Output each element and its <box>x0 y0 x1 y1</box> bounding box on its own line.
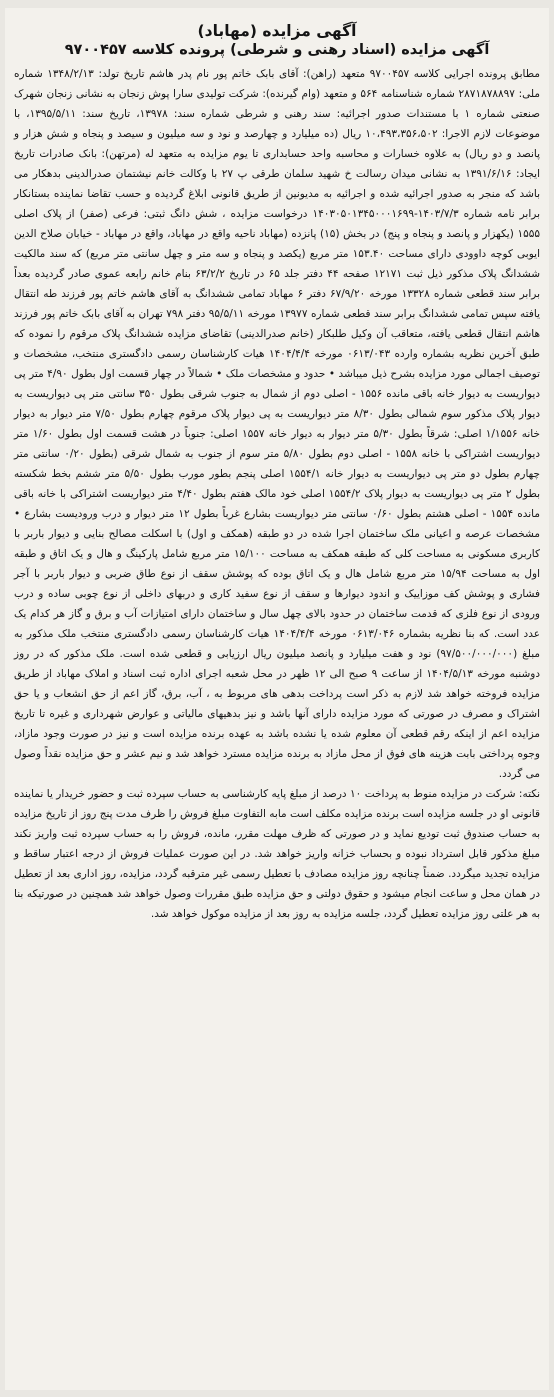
auction-notice-body: مطابق پرونده اجرایی کلاسه ۹۷۰۰۴۵۷ متعهد (راهن): آقای بابک خاتم پور نام پدر هاشم تاریخ تولد: ۱۳۴۸/۲/۱۳ شماره ملی: ۲۸۷۱۸۷۸۸۹۷ شماره شناسنامه ۵۶۴ و متعهد (وام گیرنده): شرکت تولیدی سارا پوش زنجان به نشانی زنجان شهرک صنعتی شماره ۱ با مستندات صدور اجرائیه: سند رهنی و شرطی شماره سند: ۱۳۹۷۸، تاریخ سند: ۱۳۹۵/۵/۱۱، با موضوعات لازم الاجرا: ۱۰،۴۹۳،۳۵۶،۵۰۲ ریال (ده میلیارد و چهارصد و نود و سه میلیون و سیصد و پنجاه و شش هزار و پانصد و دو ریال) به علاوه خسارات و محاسبه واحد حسابداری تا یوم مزایده به متعهد له (مرتهن): بانک صادرات تاریخ ایجاد: ۱۳۹۱/۶/۱۶ به نشانی میدان رسالت خ شهید سلمان طرقی پ ۲۷ با وکالت خانم نیشتمان صدرالدینی بدهکار می باشد که منجر به صدور اجرائیه شده و اجرائیه به مدیونین از طریق قانونی ابلاغ گردیده و حسب تقاضا نماینده بستانکار برابر نامه شماره ۱۴۰۳/۷/۳-۱۴۰۳۰۵۰۱۳۴۵۰۰۰۱۶۹۹ درخواست مزایده ، شش دانگ ثبتی: فرعی (صفر) از پلاک اصلی ۱۵۵۵ (یکهزار و پانصد و پنجاه و پنج) در بخش (۱۵) پانزده (مهاباد ناحیه واقع در مهاباد، واقع در مهاباد - خیابان صلاح الدین ایوبی کوچه داوودی دارای مساحت ۱۵۳.۴۰ متر مربع (یکصد و پنجاه و سه متر و چهل سانتی متر مربع) که سند مالکیت ششدانگ پلاک مذکور ذیل ثبت ۱۲۱۷۱ صفحه ۴۴ دفتر جلد ۶۵ در تاریخ ۶۳/۲/۲ بنام خانم رابعه عموی صادر گردیده بعداً برابر سند قطعی شماره ۱۳۳۲۸ مورخه ۶۷/۹/۲۰ دفتر ۶ مهاباد تمامی ششدانگ به آقای هاشم خاتم پور فرزند طه انتقال یافته سپس تمامی ششدانگ برابر سند قطعی شماره ۱۳۹۷۷ مورخه ۹۵/۵/۱۱ دفتر ۷۹۸ تهران به آقای بابک خاتم پور فرزند هاشم انتقال قطعی یافته، متعاقب آن وکیل طلبکار (خانم صدرالدینی) تقاضای مزایده ششدانگ پلاک مرقوم را نموده که طبق آخرین نظریه بشماره وارده ۰۶۱۳/۰۴۳ مورخه ۱۴۰۴/۴/۴ هیات کارشناسان رسمی دادگستری منتخب، مشخصات و توصیف اجمالی مورد مزایده بشرح ذیل میباشد • حدود و مشخصات ملک • شمالاً در چهار قسمت اول بطول ۴/۹۰ متر پی دیواریست به دیوار خانه باقی مانده ۱۵۵۶ - اصلی دوم از شمال به جنوب شرقی بطول ۳۵۰ سانتی متر پی دیواریست به دیوار پلاک مذکور سوم شمالی بطول ۸/۳۰ متر دیواریست به پی دیوار پلاک مرقوم چهارم بطول ۷/۵۰ متر دیوار به دیوار خانه ۱/۱۵۵۶ اصلی: شرقاً بطول ۵/۳۰ متر دیوار به دیوار خانه ۱۵۵۷ اصلی: جنوباً در هشت قسمت اول بطول ۱/۶۰ متر دیواریست اشتراکی با خانه ۱۵۵۸ - اصلی دوم بطول ۵/۸۰ متر سوم از جنوب به شمال شرقی (بطول ۰/۲۰ سانتی متر چهارم بطول دو متر پی دیواریست به دیوار خانه ۱۵۵۴/۱ اصلی پنجم بطور مورب بطول ۵/۵۰ متر ششم بخط شکسته بطول ۲ متر پی دیواریست به دیوار پلاک ۱۵۵۴/۲ اصلی خود مالک هفتم بطول ۴/۴۰ متر دیواریست اشتراکی با خانه باقی مانده ۱۵۵۴ - اصلی هشتم بطول ۰/۶۰ سانتی متر دیواریست بشارع غرباً بطول ۱۲ متر دیوار و درب ورودیست بشارع • مشخصات عرصه و اعیانی ملک ساختمان اجرا شده در دو طبقه (همکف و اول) با اسکلت مصالح بنایی و دیوار باربر با کاربری مسکونی به مساحت کلی که طبقه همکف به مساحت ۱۵/۱۰۰ متر مربع شامل پارکینگ و هال و یک اتاق و طبقه اول به مساحت ۱۵/۹۴ متر مربع شامل هال و یک اتاق بوده که پوشش سقف از نوع طاق ضربی و دیوار باربر با آجر فشاری و پوشش کف موزاییک و اندود دیوارها و سقف از نوع سفید کاری و دربهای داخلی از نوع چوبی ساده و درب ورودی از نوع فلزی که قدمت ساختمان در حدود بالای چهل سال و ساختمان دارای امتیازات آب و برق و گاز هر کدام یک عدد است. که بنا نظریه بشماره ۰۶۱۳/۰۴۶ مورخه ۱۴۰۴/۴/۴ هیات کارشناسان رسمی دادگستری منتخب ملک مذکور به مبلغ (۹۷/۵۰۰/۰۰۰/۰۰۰) نود و هفت میلیارد و پانصد میلیون ریال ارزیابی و قطعی شده است. ملک مذکور که در روز دوشنبه مورخه ۱۴۰۴/۵/۱۳ از ساعت ۹ صبح الی ۱۲ ظهر در محل شعبه اجرای اداره ثبت اسناد و املاک مهاباد از طریق مزایده فروخته خواهد شد لازم به ذکر است پرداخت بدهی های مربوط به ، آب، برق، گاز اعم از حق انشعاب و یا حق اشتراک و مصرف در صورتی که مورد مزایده دارای آنها باشد و نیز بدهیهای مالیاتی و عوارض شهرداری و غیره تا تاریخ مزایده اعم از اینکه رقم قطعی آن معلوم شده یا نشده باشد به عهده برنده مزایده است و نیز در صورت وجود مازاد، وجوه پرداختی بابت هزینه های فوق از محل مازاد به برنده مزایده مسترد خواهد شد و نیم عشر و حق مزایده نقداً وصول می گردد. <box>14 67 541 780</box>
auction-notice-note: نکته: شرکت در مزایده منوط به پرداخت ۱۰ درصد از مبلغ پایه کارشناسی به حساب سپرده ثبت و حضور خریدار یا نماینده قانونی او در جلسه مزایده است برنده مزایده مکلف است مابه التفاوت مبلغ فروش را ظرف مدت پنج روز از تاریخ مزایده به حساب صندوق ثبت تودیع نماید و در صورتی که ظرف مهلت مقرر، مانده، فروش را به حساب سپرده ثبت واریز نکند مبلغ مذکور قابل استرداد نبوده و بحساب خزانه واریز خواهد شد. در این صورت عملیات فروش از درجه اعتبار ساقط و مزایده تجدید میگردد. ضمناً چنانچه روز مزایده مصادف با تعطیل رسمی غیر مترقبه گردد، مزایده، روز اداری بعد از تعطیل در همان محل و ساعت انجام میشود و حقوق دولتی و حق مزایده طبق مقررات وصول خواهد شد همچنین در صورتیکه بنا به هر علتی روز مزایده تعطیل گردد، جلسه مزایده به روز بعد از مزایده موکول خواهد شد. <box>14 787 540 920</box>
newspaper-clipping <box>5 8 549 1390</box>
page-title: آگهی مزایده (مهاباد) <box>197 22 357 40</box>
page-subtitle: آگهی مزایده (اسناد رهنی و شرطی) پرونده کلاسه ۹۷۰۰۴۵۷ <box>64 42 490 59</box>
